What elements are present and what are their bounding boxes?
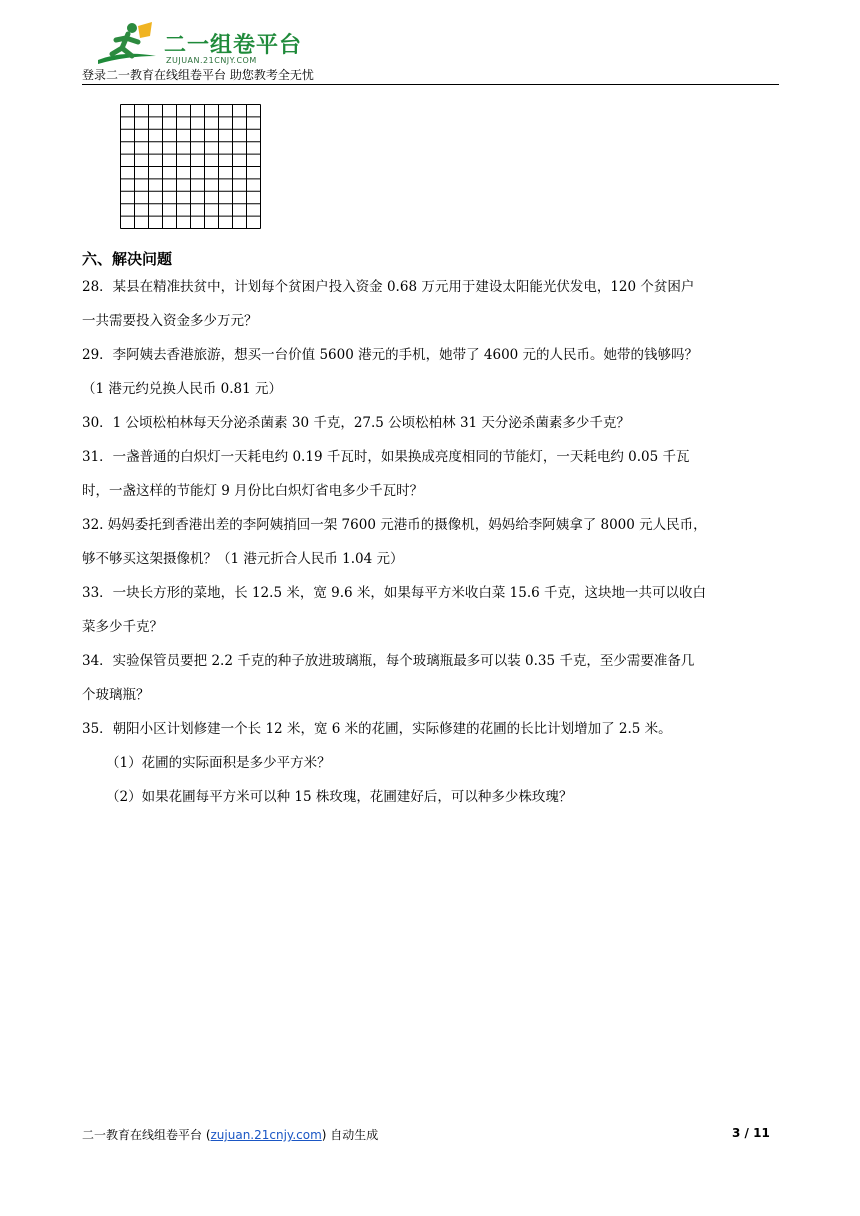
logo-title: 二一组卷平台 (164, 33, 303, 58)
question-line: 个玻璃瓶？ (82, 687, 150, 703)
footer-prefix: 二一教育在线组卷平台 ( (82, 1128, 211, 1142)
header-divider (82, 84, 779, 85)
question-line: 35．朝阳小区计划修建一个长 12 米，宽 6 米的花圃，实际修建的花圃的长比计划增加了 2.5 米。 (82, 721, 672, 737)
question-line: 29．李阿姨去香港旅游，想买一台价值 5600 港元的手机，她带了 4600 元的人民币。她带的钱够吗？ (82, 347, 699, 363)
question-line: 34．实验保管员要把 2.2 千克的种子放进玻璃瓶，每个玻璃瓶最多可以装 0.35 千克，至少需要准备几 (82, 653, 695, 669)
question-line: 够不够买这架摄像机？（1 港元折合人民币 1.04 元） (82, 551, 404, 567)
question-item (82, 576, 782, 644)
question-line: 30．1 公顷松柏林每天分泌杀菌素 30 千克，27.5 公顷松柏林 31 天分泌杀菌素多少千克？ (82, 415, 630, 431)
section-title: 六、解决问题 (82, 250, 173, 268)
question-line: （1 港元约兑换人民币 0.81 元） (82, 381, 283, 397)
logo-url: ZUJUAN.21CNJY.COM (166, 56, 257, 65)
footer-source (82, 1126, 378, 1143)
question-line: 33．一块长方形的菜地，长 12.5 米，宽 9.6 米，如果每平方米收白菜 15.6 千克，这块地一共可以收白 (82, 585, 707, 601)
header-slogan: 登录二一教育在线组卷平台 助您教考全无忧 (82, 68, 314, 82)
footer-suffix: ) 自动生成 (321, 1128, 379, 1142)
question-item (82, 270, 782, 338)
question-item (82, 440, 782, 508)
question-item (82, 712, 782, 814)
question-line: 28．某县在精准扶贫中，计划每个贫困户投入资金 0.68 万元用于建设太阳能光伏发电，120 个贫困户 (82, 279, 695, 295)
site-logo[interactable] (92, 20, 342, 72)
page-number: 3 / 11 (732, 1126, 770, 1140)
footer-link[interactable]: zujuan.21cnjy.com (210, 1128, 322, 1142)
question-line: 31．一盏普通的白炽灯一天耗电约 0.19 千瓦时，如果换成亮度相同的节能灯，一天耗电约 0.05 千瓦 (82, 449, 690, 465)
question-line: 32. 妈妈委托到香港出差的李阿姨捎回一架 7600 元港币的摄像机，妈妈给李阿姨拿了 8000 元人民币， (82, 517, 707, 533)
runner-logo-icon (92, 20, 160, 68)
square-grid (120, 104, 262, 230)
page-header (82, 14, 779, 86)
sub-question-line: （1）花圃的实际面积是多少平方米？ (106, 755, 331, 771)
question-line: 菜多少千克？ (82, 619, 163, 635)
question-item (82, 406, 782, 440)
question-line: 时，一盏这样的节能灯 9 月份比白炽灯省电多少千瓦时？ (82, 483, 424, 499)
question-item (82, 338, 782, 406)
sub-question-line: （2）如果花圃每平方米可以种 15 株玫瑰，花圃建好后，可以种多少株玫瑰？ (106, 789, 573, 805)
question-item (82, 644, 782, 712)
question-item (82, 508, 782, 576)
question-line: 一共需要投入资金多少万元？ (82, 313, 258, 329)
